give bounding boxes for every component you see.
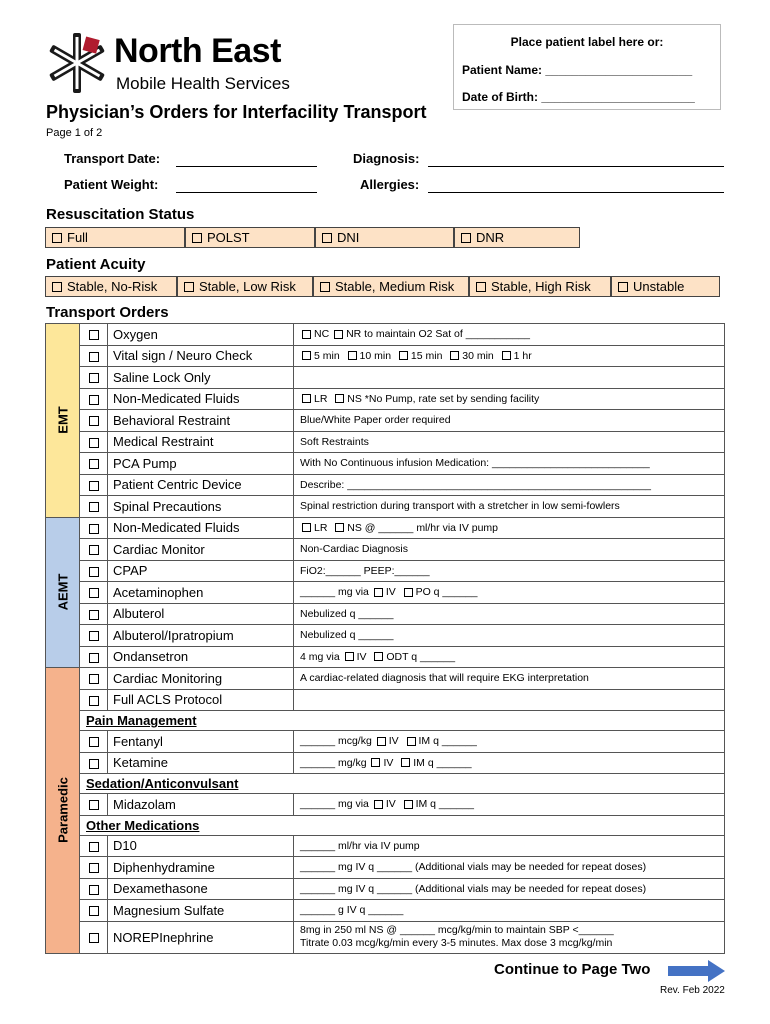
table-row: Dexamethasone ______ mg IV q ______ (Additional vials may be needed for repeat doses) xyxy=(46,878,725,900)
acetaminophen-detail: ______ mg via IV PO q ______ xyxy=(294,582,725,604)
continue-text: Continue to Page Two xyxy=(494,961,651,978)
fentanyl-detail: ______ mcg/kg IV IM q ______ xyxy=(294,731,725,753)
table-row xyxy=(46,582,725,604)
med-norepinephrine: NOREPInephrine xyxy=(108,921,294,953)
checkbox-icon[interactable] xyxy=(89,588,99,598)
transport-date-input[interactable] xyxy=(176,166,317,167)
table-row: D10 ______ ml/hr via IV pump xyxy=(46,835,725,857)
checkbox-icon[interactable] xyxy=(322,233,332,243)
norepinephrine-detail: 8mg in 250 ml NS @ ______ mcg/kg/min to maintain SBP <______ Titrate 0.03 mcg/kg/min every 3-5 minutes. Max dose 3 mcg/kg/min xyxy=(294,921,725,953)
acuity-medium-risk[interactable]: Stable, Medium Risk xyxy=(313,276,469,297)
table-row xyxy=(46,345,725,367)
checkbox-icon[interactable] xyxy=(374,588,383,597)
med-fluids-aemt: Non-Medicated Fluids xyxy=(108,517,294,539)
dob-field[interactable]: Date of Birth: _______________________ xyxy=(462,90,695,104)
vitals-detail: 5 min 10 min 15 min 30 min 1 hr xyxy=(294,345,725,367)
checkbox-icon[interactable] xyxy=(302,523,311,532)
fluids-aemt-detail: LR NS @ ______ ml/hr via IV pump xyxy=(294,517,725,539)
patient-name-field[interactable]: Patient Name: ______________________ xyxy=(462,63,693,77)
table-row xyxy=(46,388,725,410)
med-fentanyl: Fentanyl xyxy=(108,731,294,753)
patient-weight-label: Patient Weight: xyxy=(64,177,159,192)
level-emt: EMT xyxy=(46,324,80,518)
fluids-emt-detail: LR NS *No Pump, rate set by sending facility xyxy=(294,388,725,410)
checkbox-icon[interactable] xyxy=(374,800,383,809)
med-albuterol: Albuterol xyxy=(108,603,294,625)
checkbox-icon[interactable] xyxy=(371,758,380,767)
med-ketamine: Ketamine xyxy=(108,752,294,774)
transport-date-label: Transport Date: xyxy=(64,151,161,166)
patient-weight-input[interactable] xyxy=(176,192,317,193)
checkbox-icon[interactable] xyxy=(618,282,628,292)
checkbox-icon[interactable] xyxy=(89,524,99,534)
checkbox-icon[interactable] xyxy=(302,330,311,339)
checkbox-icon[interactable] xyxy=(52,282,62,292)
table-row: Magnesium Sulfate ______ g IV q ______ xyxy=(46,900,725,922)
checkbox-icon[interactable] xyxy=(89,842,99,852)
checkbox-icon[interactable] xyxy=(89,653,99,663)
checkbox-icon[interactable] xyxy=(450,351,459,360)
table-row: Behavioral Restraint Blue/White Paper order required xyxy=(46,410,725,432)
logo-tagline: Mobile Health Services xyxy=(116,74,290,93)
checkbox-icon[interactable] xyxy=(334,330,343,339)
checkbox-icon[interactable] xyxy=(345,652,354,661)
resus-option-dnr[interactable]: DNR xyxy=(454,227,580,248)
table-row xyxy=(46,711,725,731)
pain-management-heading: Pain Management xyxy=(80,711,725,731)
checkbox-icon[interactable] xyxy=(348,351,357,360)
checkbox-icon[interactable] xyxy=(89,631,99,641)
med-cardiac-monitor: Cardiac Monitor xyxy=(108,539,294,561)
checkbox-icon[interactable] xyxy=(89,567,99,577)
med-fluids-emt: Non-Medicated Fluids xyxy=(108,388,294,410)
checkbox-icon[interactable] xyxy=(89,545,99,555)
med-spinal-precautions: Spinal Precautions xyxy=(108,496,294,518)
checkbox-icon[interactable] xyxy=(52,233,62,243)
table-row xyxy=(46,774,725,794)
checkbox-icon[interactable] xyxy=(192,233,202,243)
arrow-right-icon xyxy=(668,960,726,982)
med-medical-restraint: Medical Restraint xyxy=(108,431,294,453)
med-oxygen: Oxygen xyxy=(108,324,294,346)
checkbox-icon[interactable] xyxy=(89,674,99,684)
oxygen-detail: NC NR to maintain O2 Sat of ___________ xyxy=(294,324,725,346)
table-row: CPAP FiO2:______ PEEP:______ xyxy=(46,560,725,582)
checkbox-icon[interactable] xyxy=(335,523,344,532)
allergies-input[interactable] xyxy=(428,192,724,193)
med-acetaminophen: Acetaminophen xyxy=(108,582,294,604)
med-ondansetron: Ondansetron xyxy=(108,646,294,668)
table-row: Albuterol/Ipratropium Nebulized q ______ xyxy=(46,625,725,647)
diagnosis-input[interactable] xyxy=(428,166,724,167)
checkbox-icon[interactable] xyxy=(404,588,413,597)
checkbox-icon[interactable] xyxy=(89,696,99,706)
table-row: PCA Pump With No Continuous infusion Medication: ___________________________ xyxy=(46,453,725,475)
patient-label-box[interactable] xyxy=(453,24,721,110)
table-row xyxy=(46,921,725,953)
checkbox-icon[interactable] xyxy=(89,933,99,943)
checkbox-icon[interactable] xyxy=(89,395,99,405)
table-row: Paramedic Cardiac Monitoring A cardiac-related diagnosis that will require EKG interpretation xyxy=(46,668,725,690)
table-row: Albuterol Nebulized q ______ xyxy=(46,603,725,625)
checkbox-icon[interactable] xyxy=(89,373,99,383)
resuscitation-title: Resuscitation Status xyxy=(46,206,195,223)
checkbox-icon[interactable] xyxy=(302,394,311,403)
med-magnesium: Magnesium Sulfate xyxy=(108,900,294,922)
table-row xyxy=(46,517,725,539)
checkbox-icon[interactable] xyxy=(374,652,383,661)
table-row: Patient Centric Device Describe: ____________________________________________________ xyxy=(46,474,725,496)
checkbox-icon[interactable] xyxy=(377,737,386,746)
checkbox-icon[interactable] xyxy=(502,351,511,360)
table-row: Spinal Precautions Spinal restriction during transport with a stretcher in low semi-fowlers xyxy=(46,496,725,518)
checkbox-icon[interactable] xyxy=(89,800,99,810)
acuity-title: Patient Acuity xyxy=(46,256,146,273)
checkbox-icon[interactable] xyxy=(89,502,99,512)
level-paramedic: Paramedic xyxy=(46,668,80,954)
table-row xyxy=(46,646,725,668)
checkbox-icon[interactable] xyxy=(89,863,99,873)
table-row xyxy=(46,367,725,389)
table-row: Diphenhydramine ______ mg IV q ______ (Additional vials may be needed for repeat doses) xyxy=(46,857,725,879)
checkbox-icon[interactable] xyxy=(89,737,99,747)
checkbox-icon[interactable] xyxy=(184,282,194,292)
acuity-options xyxy=(45,276,720,297)
table-row xyxy=(46,752,725,774)
page-number: Page 1 of 2 xyxy=(46,127,103,139)
checkbox-icon[interactable] xyxy=(399,351,408,360)
med-pca-pump: PCA Pump xyxy=(108,453,294,475)
acuity-unstable[interactable]: Unstable xyxy=(611,276,720,297)
med-albuterol-ipratropium: Albuterol/Ipratropium xyxy=(108,625,294,647)
med-diphenhydramine: Diphenhydramine xyxy=(108,857,294,879)
resus-option-full[interactable]: Full xyxy=(45,227,185,248)
table-row xyxy=(46,689,725,711)
midazolam-detail: ______ mg via IV IM q ______ xyxy=(294,794,725,816)
checkbox-icon[interactable] xyxy=(89,610,99,620)
page-title: Physician’s Orders for Interfacility Transport xyxy=(46,102,427,122)
med-vitals: Vital sign / Neuro Check xyxy=(108,345,294,367)
checkbox-icon[interactable] xyxy=(407,737,416,746)
allergies-label: Allergies: xyxy=(360,177,420,192)
logo xyxy=(46,30,316,100)
table-row: Medical Restraint Soft Restraints xyxy=(46,431,725,453)
star-of-life-icon xyxy=(46,32,108,94)
med-patient-device: Patient Centric Device xyxy=(108,474,294,496)
table-row: Cardiac Monitor Non-Cardiac Diagnosis xyxy=(46,539,725,561)
diagnosis-label: Diagnosis: xyxy=(353,151,420,166)
resuscitation-options xyxy=(45,227,580,248)
logo-name: North East xyxy=(114,32,281,70)
med-d10: D10 xyxy=(108,835,294,857)
acuity-high-risk[interactable]: Stable, High Risk xyxy=(469,276,611,297)
table-row xyxy=(46,731,725,753)
med-dexamethasone: Dexamethasone xyxy=(108,878,294,900)
checkbox-icon[interactable] xyxy=(89,416,99,426)
med-saline-lock: Saline Lock Only xyxy=(108,367,294,389)
sedation-heading: Sedation/Anticonvulsant xyxy=(80,774,725,794)
checkbox-icon[interactable] xyxy=(89,438,99,448)
checkbox-icon[interactable] xyxy=(320,282,330,292)
other-medications-heading: Other Medications xyxy=(80,815,725,835)
med-behavioral-restraint: Behavioral Restraint xyxy=(108,410,294,432)
table-row xyxy=(46,794,725,816)
revision-date: Rev. Feb 2022 xyxy=(660,985,725,996)
checkbox-icon[interactable] xyxy=(404,800,413,809)
label-box-title: Place patient label here or: xyxy=(510,35,664,49)
checkbox-icon[interactable] xyxy=(335,394,344,403)
orders-table xyxy=(45,323,725,954)
checkbox-icon[interactable] xyxy=(401,758,410,767)
resus-option-polst[interactable]: POLST xyxy=(185,227,315,248)
ondansetron-detail: 4 mg via IV ODT q ______ xyxy=(294,646,725,668)
med-cardiac-monitoring: Cardiac Monitoring xyxy=(108,668,294,690)
checkbox-icon[interactable] xyxy=(89,459,99,469)
table-row xyxy=(46,324,725,346)
acuity-low-risk[interactable]: Stable, Low Risk xyxy=(177,276,313,297)
checkbox-icon[interactable] xyxy=(89,352,99,362)
checkbox-icon[interactable] xyxy=(476,282,486,292)
checkbox-icon[interactable] xyxy=(89,481,99,491)
med-cpap: CPAP xyxy=(108,560,294,582)
ketamine-detail: ______ mg/kg IV IM q ______ xyxy=(294,752,725,774)
orders-title: Transport Orders xyxy=(46,304,169,321)
level-aemt: AEMT xyxy=(46,517,80,668)
acuity-no-risk[interactable]: Stable, No-Risk xyxy=(45,276,177,297)
checkbox-icon[interactable] xyxy=(302,351,311,360)
checkbox-icon[interactable] xyxy=(89,759,99,769)
checkbox-icon[interactable] xyxy=(89,330,99,340)
table-row xyxy=(46,815,725,835)
resus-option-dni[interactable]: DNI xyxy=(315,227,454,248)
med-acls: Full ACLS Protocol xyxy=(108,689,294,711)
checkbox-icon[interactable] xyxy=(89,906,99,916)
med-midazolam: Midazolam xyxy=(108,794,294,816)
checkbox-icon[interactable] xyxy=(89,885,99,895)
checkbox-icon[interactable] xyxy=(461,233,471,243)
